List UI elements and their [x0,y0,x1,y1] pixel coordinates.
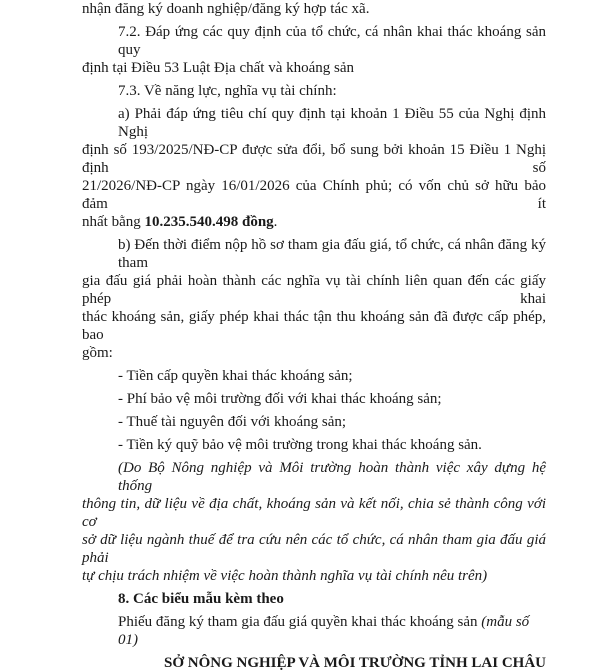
item-b-line: gia đấu giá phải hoàn thành các nghĩa vụ tài chính liên quan đến các giấy phép khai [82,273,546,307]
issuer-signature-block: SỞ NÔNG NGHIỆP VÀ MÔI TRƯỜNG TỈNH LAI CHÂU [164,655,546,671]
item-a-line [82,213,546,231]
paragraph-line: nhận đăng ký doanh nghiệp/đăng ký hợp tác xã. [82,1,370,17]
item-a-line: 21/2026/NĐ-CP ngày 16/01/2026 của Chính phủ; có vốn chủ sở hữu bảo đảm ít [82,178,546,212]
note-line: tự chịu trách nhiệm về việc hoàn thành nghĩa vụ tài chính nêu trên) [82,568,488,584]
item-b-line: gồm: [82,345,113,361]
section-7-2-line: định tại Điều 53 Luật Địa chất và khoáng sản [82,60,355,76]
item-b-line: thác khoáng sản, giấy phép khai thác tận thu khoáng sản đã được cấp phép, bao [82,309,546,343]
item-a-line: định số 193/2025/NĐ-CP được sửa đổi, bổ sung bởi khoản 15 Điều 1 Nghị định số [82,142,546,176]
form-number: (mẫu số 01) [118,614,530,648]
section-7-2-line: 7.2. Đáp ứng các quy định của tổ chức, cá nhân khai thác khoáng sản quy [118,24,546,58]
item-a-end: . [273,214,278,230]
item-b-line: b) Đến thời điểm nộp hồ sơ tham gia đấu giá, tổ chức, cá nhân đăng ký tham [118,237,546,271]
note-line: sở dữ liệu ngành thuế để tra cứu nên các tổ chức, cá nhân tham gia đấu giá phải [82,532,546,566]
form-attachment [82,613,546,649]
form-attachment-text: Phiếu đăng ký tham gia đấu giá quyền khai thác khoáng sản [118,614,482,630]
document-page [82,0,546,672]
item-a-line: a) Phải đáp ứng tiêu chí quy định tại khoản 1 Điều 55 của Nghị định Nghị [118,106,546,140]
bullet-item: - Phí bảo vệ môi trường đối với khai thác khoáng sản; [118,391,442,407]
bullet-item: - Tiền ký quỹ bảo vệ môi trường trong khai thác khoáng sản. [118,437,482,453]
bullet-item: - Thuế tài nguyên đối với khoáng sản; [118,414,347,430]
note-line: thông tin, dữ liệu về địa chất, khoáng sản và kết nối, chia sẻ thành công với cơ [82,496,546,530]
item-a-text: nhất bằng [82,214,145,230]
bullet-item: - Tiền cấp quyền khai thác khoáng sản; [118,368,353,384]
note-line: (Do Bộ Nông nghiệp và Môi trường hoàn thành việc xây dựng hệ thống [118,460,546,494]
section-7-3-heading: 7.3. Về năng lực, nghĩa vụ tài chính: [118,83,337,99]
section-8-heading: 8. Các biểu mẫu kèm theo [118,591,284,607]
equity-amount: 10.235.540.498 đồng [144,214,274,230]
